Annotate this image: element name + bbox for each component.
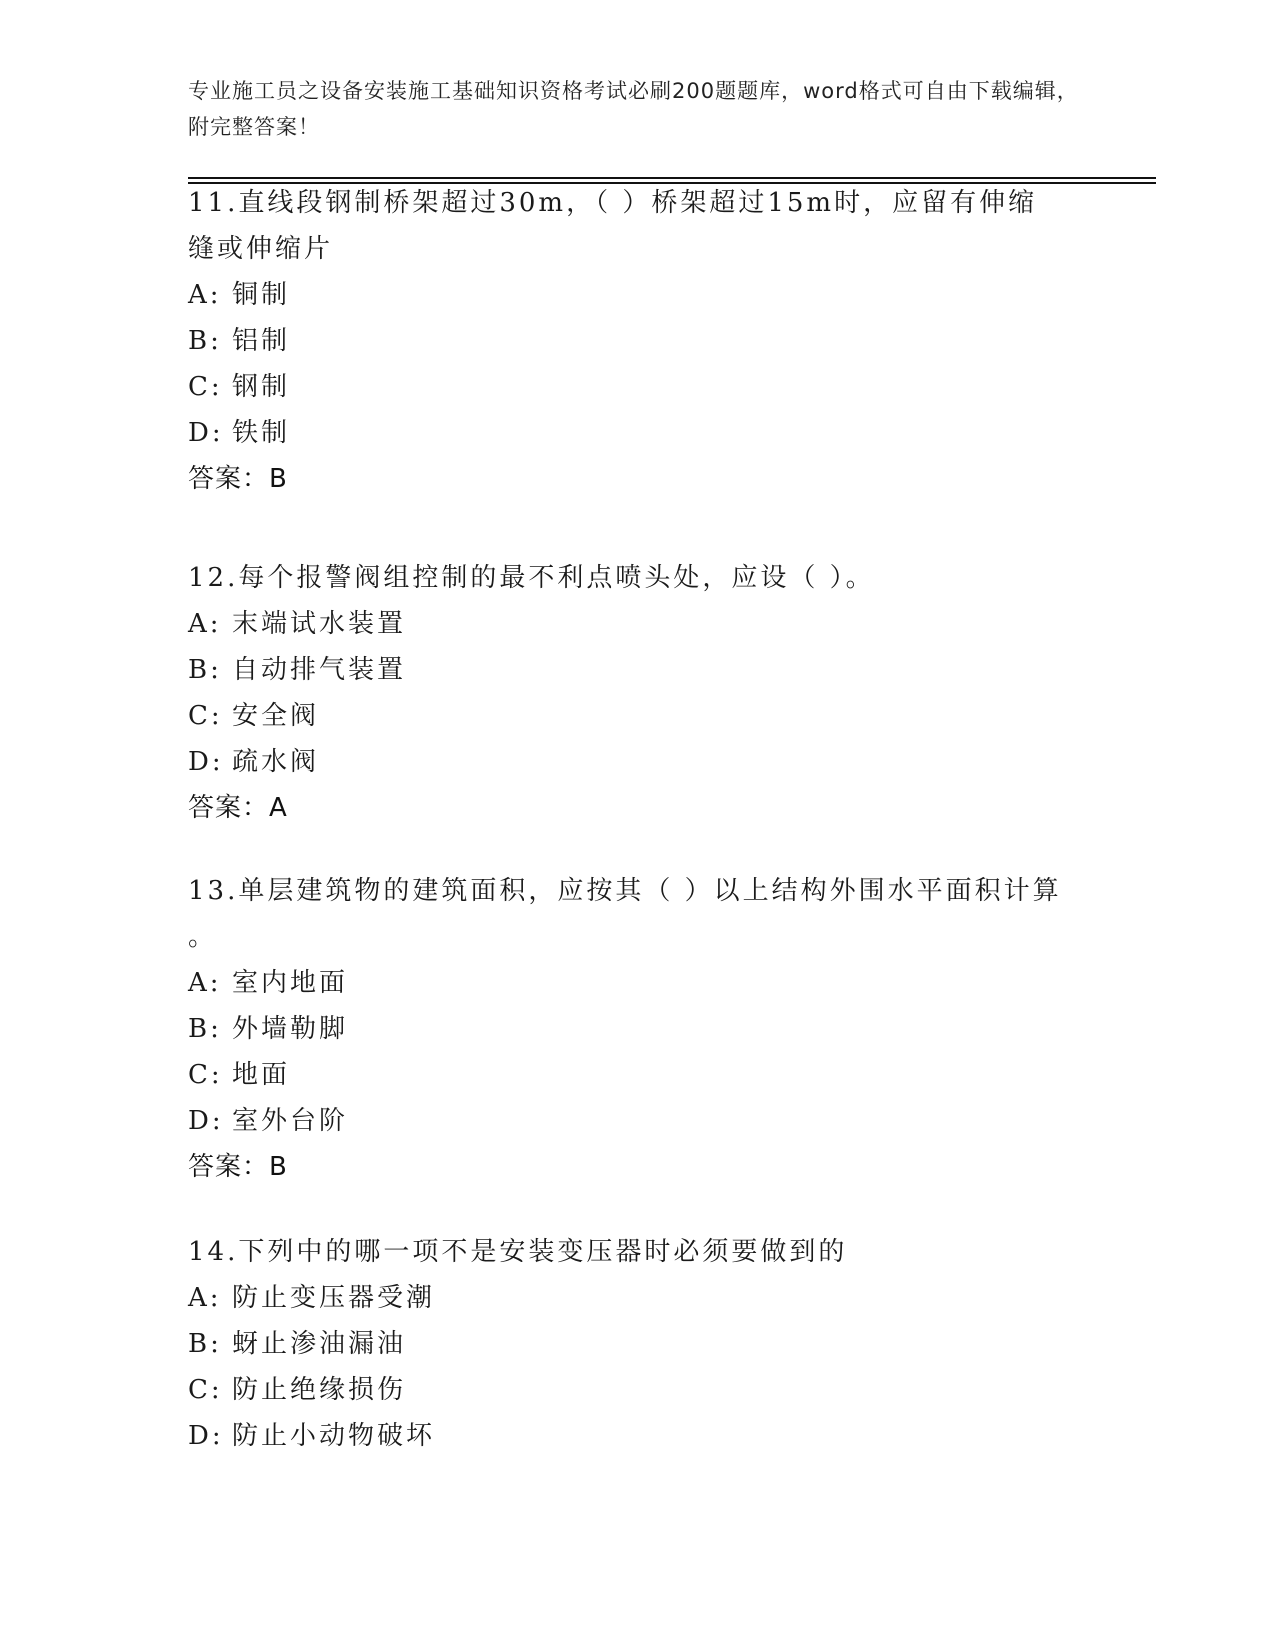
option-text: 自动排气装置 xyxy=(232,655,407,685)
option-d xyxy=(188,739,1088,785)
option-b xyxy=(188,318,1088,364)
option-text: 铜制 xyxy=(232,280,291,310)
answer: 答案：B xyxy=(188,464,288,494)
option-text: 室内地面 xyxy=(232,968,349,998)
option-text: 蚜止渗油漏油 xyxy=(232,1329,407,1359)
question-13 xyxy=(188,868,1088,1190)
option-text: 防止变压器受潮 xyxy=(232,1283,436,1313)
option-c xyxy=(188,693,1088,739)
question-stem: 12.每个报警阀组控制的最不利点喷头处，应设（ ）。 xyxy=(188,563,875,593)
option-d xyxy=(188,1098,1088,1144)
option-label: B: xyxy=(188,1329,222,1359)
answer: 答案：B xyxy=(188,1152,288,1182)
option-text: 防止绝缘损伤 xyxy=(232,1375,407,1405)
option-text: 疏水阀 xyxy=(232,747,320,777)
option-text: 安全阀 xyxy=(232,701,320,731)
option-text: 末端试水装置 xyxy=(232,609,407,639)
option-label: A: xyxy=(188,1283,222,1313)
question-14 xyxy=(188,1229,1088,1459)
option-label: A: xyxy=(188,280,222,310)
option-a xyxy=(188,1275,1088,1321)
option-text: 铝制 xyxy=(232,326,291,356)
option-b xyxy=(188,1006,1088,1052)
option-a xyxy=(188,960,1088,1006)
question-stem: 11.直线段钢制桥架超过30m，（ ）桥架超过15m时，应留有伸缩缝或伸缩片 xyxy=(188,188,1038,264)
option-label: C: xyxy=(188,1060,223,1090)
option-b xyxy=(188,647,1088,693)
option-c xyxy=(188,364,1088,410)
option-label: A: xyxy=(188,609,222,639)
option-label: D: xyxy=(188,1421,224,1451)
question-stem: 14.下列中的哪一项不是安装变压器时必须要做到的 xyxy=(188,1237,848,1267)
option-text: 钢制 xyxy=(232,372,291,402)
option-label: C: xyxy=(188,1375,223,1405)
option-d xyxy=(188,410,1088,456)
question-stem-continuation: 。 xyxy=(188,922,218,952)
option-text: 防止小动物破坏 xyxy=(232,1421,436,1451)
option-c xyxy=(188,1052,1088,1098)
option-text: 地面 xyxy=(232,1060,291,1090)
option-label: A: xyxy=(188,968,222,998)
option-label: D: xyxy=(188,1106,224,1136)
option-label: C: xyxy=(188,701,223,731)
option-label: D: xyxy=(188,747,224,777)
answer: 答案：A xyxy=(188,793,288,823)
header-divider-top xyxy=(188,177,1156,179)
option-text: 外墙勒脚 xyxy=(232,1014,349,1044)
option-label: B: xyxy=(188,1014,222,1044)
option-text: 室外台阶 xyxy=(232,1106,349,1136)
option-d xyxy=(188,1413,1088,1459)
question-12 xyxy=(188,555,1088,831)
option-label: B: xyxy=(188,326,222,356)
option-label: B: xyxy=(188,655,222,685)
option-c xyxy=(188,1367,1088,1413)
option-a xyxy=(188,601,1088,647)
option-label: C: xyxy=(188,372,223,402)
option-a xyxy=(188,272,1088,318)
option-text: 铁制 xyxy=(232,418,291,448)
option-b xyxy=(188,1321,1088,1367)
document-header: 专业施工员之设备安装施工基础知识资格考试必刷200题题库，word格式可自由下载编辑，附完整答案！ xyxy=(188,79,1079,139)
question-stem: 13.单层建筑物的建筑面积，应按其（ ）以上结构外围水平面积计算 xyxy=(188,876,1062,906)
option-label: D: xyxy=(188,418,224,448)
question-11 xyxy=(188,180,1088,502)
